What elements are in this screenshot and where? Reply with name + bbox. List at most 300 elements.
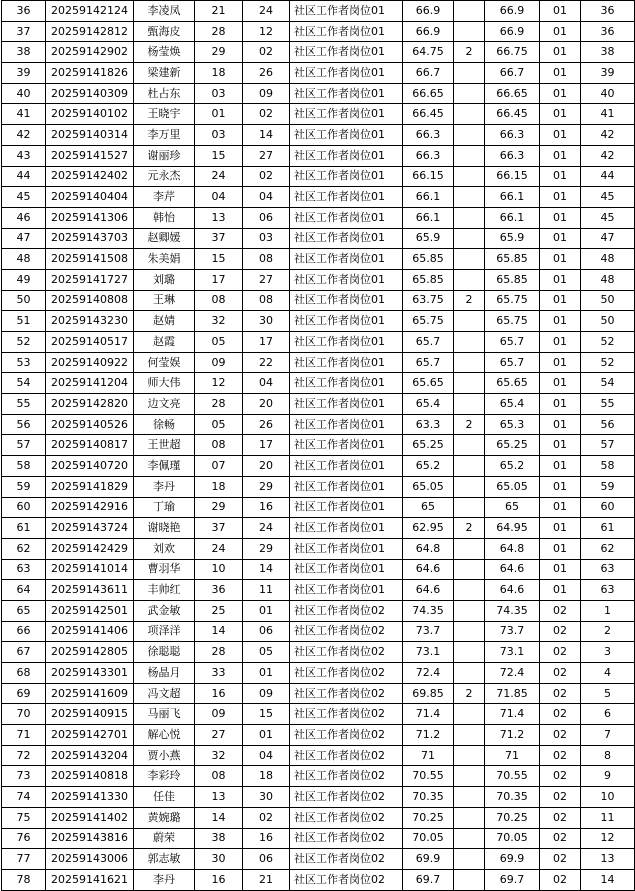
position-name-cell: 社区工作者岗位01 [290, 249, 403, 270]
written-score-cell: 65.85 [403, 269, 454, 290]
position-code-cell: 01 [540, 538, 581, 559]
exam-number-cell: 20259142501 [46, 600, 134, 621]
exam-number-cell: 20259140808 [46, 290, 134, 311]
exam-number-cell: 20259142124 [46, 1, 134, 22]
position-code-cell: 01 [540, 83, 581, 104]
bonus-points-cell [454, 228, 485, 249]
rank-cell: 44 [581, 166, 635, 187]
rank-cell: 40 [581, 83, 635, 104]
rank-cell: 48 [581, 269, 635, 290]
rank-cell: 56 [581, 414, 635, 435]
room-no-cell: 14 [195, 621, 243, 642]
written-score-cell: 66.9 [403, 21, 454, 42]
exam-number-cell: 20259142402 [46, 166, 134, 187]
exam-number-cell: 20259141204 [46, 373, 134, 394]
position-code-cell: 02 [540, 807, 581, 828]
candidate-name-cell: 谢晓艳 [134, 518, 195, 539]
position-name-cell: 社区工作者岗位01 [290, 42, 403, 63]
room-no-cell: 16 [195, 683, 243, 704]
total-score-cell: 64.6 [485, 580, 540, 601]
rank-cell: 39 [581, 63, 635, 84]
written-score-cell: 71 [403, 745, 454, 766]
exam-number-cell: 20259142820 [46, 394, 134, 415]
candidate-name-cell: 蔚荣 [134, 828, 195, 849]
candidate-name-cell: 梁建新 [134, 63, 195, 84]
position-name-cell: 社区工作者岗位01 [290, 269, 403, 290]
position-code-cell: 02 [540, 663, 581, 684]
position-name-cell: 社区工作者岗位01 [290, 518, 403, 539]
serial-no-cell: 53 [2, 352, 46, 373]
written-score-cell: 64.75 [403, 42, 454, 63]
seat-no-cell: 09 [243, 683, 290, 704]
total-score-cell: 69.9 [485, 849, 540, 870]
position-name-cell: 社区工作者岗位02 [290, 849, 403, 870]
room-no-cell: 09 [195, 704, 243, 725]
room-no-cell: 32 [195, 745, 243, 766]
written-score-cell: 66.45 [403, 104, 454, 125]
exam-number-cell: 20259141402 [46, 807, 134, 828]
total-score-cell: 72.4 [485, 663, 540, 684]
written-score-cell: 66.1 [403, 187, 454, 208]
position-name-cell: 社区工作者岗位02 [290, 787, 403, 808]
room-no-cell: 29 [195, 42, 243, 63]
total-score-cell: 71.2 [485, 725, 540, 746]
room-no-cell: 27 [195, 725, 243, 746]
written-score-cell: 66.7 [403, 63, 454, 84]
serial-no-cell: 78 [2, 869, 46, 890]
seat-no-cell: 09 [243, 83, 290, 104]
position-code-cell: 02 [540, 849, 581, 870]
position-code-cell: 02 [540, 745, 581, 766]
position-name-cell: 社区工作者岗位01 [290, 373, 403, 394]
position-code-cell: 01 [540, 1, 581, 22]
candidate-name-cell: 马丽飞 [134, 704, 195, 725]
seat-no-cell: 04 [243, 187, 290, 208]
bonus-points-cell [454, 332, 485, 353]
serial-no-cell: 51 [2, 311, 46, 332]
room-no-cell: 17 [195, 269, 243, 290]
room-no-cell: 38 [195, 828, 243, 849]
rank-cell: 58 [581, 456, 635, 477]
seat-no-cell: 06 [243, 207, 290, 228]
serial-no-cell: 66 [2, 621, 46, 642]
position-name-cell: 社区工作者岗位01 [290, 538, 403, 559]
room-no-cell: 14 [195, 807, 243, 828]
total-score-cell: 65.7 [485, 352, 540, 373]
room-no-cell: 15 [195, 249, 243, 270]
total-score-cell: 73.7 [485, 621, 540, 642]
room-no-cell: 05 [195, 332, 243, 353]
room-no-cell: 03 [195, 125, 243, 146]
position-name-cell: 社区工作者岗位01 [290, 456, 403, 477]
position-name-cell: 社区工作者岗位01 [290, 21, 403, 42]
serial-no-cell: 55 [2, 394, 46, 415]
rank-cell: 50 [581, 311, 635, 332]
table-row [2, 104, 635, 125]
seat-no-cell: 15 [243, 704, 290, 725]
rank-cell: 4 [581, 663, 635, 684]
bonus-points-cell [454, 849, 485, 870]
written-score-cell: 65.7 [403, 352, 454, 373]
rank-cell: 42 [581, 125, 635, 146]
bonus-points-cell [454, 187, 485, 208]
serial-no-cell: 40 [2, 83, 46, 104]
serial-no-cell: 72 [2, 745, 46, 766]
exam-number-cell: 20259140817 [46, 435, 134, 456]
serial-no-cell: 77 [2, 849, 46, 870]
total-score-cell: 65.75 [485, 311, 540, 332]
candidate-name-cell: 李丹 [134, 869, 195, 890]
rank-cell: 12 [581, 828, 635, 849]
rank-cell: 45 [581, 187, 635, 208]
seat-no-cell: 08 [243, 290, 290, 311]
total-score-cell: 70.55 [485, 766, 540, 787]
candidate-name-cell: 师大伟 [134, 373, 195, 394]
position-name-cell: 社区工作者岗位02 [290, 869, 403, 890]
exam-number-cell: 20259143611 [46, 580, 134, 601]
written-score-cell: 63.3 [403, 414, 454, 435]
position-name-cell: 社区工作者岗位01 [290, 476, 403, 497]
rank-cell: 63 [581, 559, 635, 580]
table-row [2, 807, 635, 828]
seat-no-cell: 02 [243, 166, 290, 187]
bonus-points-cell [454, 580, 485, 601]
serial-no-cell: 74 [2, 787, 46, 808]
written-score-cell: 64.6 [403, 580, 454, 601]
bonus-points-cell [454, 476, 485, 497]
table-row [2, 207, 635, 228]
serial-no-cell: 61 [2, 518, 46, 539]
bonus-points-cell: 2 [454, 518, 485, 539]
position-name-cell: 社区工作者岗位01 [290, 352, 403, 373]
seat-no-cell: 14 [243, 559, 290, 580]
bonus-points-cell: 2 [454, 290, 485, 311]
table-row [2, 311, 635, 332]
seat-no-cell: 22 [243, 352, 290, 373]
seat-no-cell: 12 [243, 21, 290, 42]
table-row [2, 435, 635, 456]
bonus-points-cell [454, 311, 485, 332]
table-row [2, 83, 635, 104]
table-row [2, 1, 635, 22]
position-name-cell: 社区工作者岗位01 [290, 394, 403, 415]
position-name-cell: 社区工作者岗位02 [290, 663, 403, 684]
exam-number-cell: 20259140720 [46, 456, 134, 477]
candidate-name-cell: 任佳 [134, 787, 195, 808]
position-name-cell: 社区工作者岗位02 [290, 704, 403, 725]
rank-cell: 62 [581, 538, 635, 559]
seat-no-cell: 26 [243, 414, 290, 435]
table-row [2, 414, 635, 435]
bonus-points-cell [454, 600, 485, 621]
rank-cell: 8 [581, 745, 635, 766]
total-score-cell: 65.9 [485, 228, 540, 249]
table-row [2, 745, 635, 766]
bonus-points-cell [454, 352, 485, 373]
position-name-cell: 社区工作者岗位01 [290, 207, 403, 228]
room-no-cell: 28 [195, 394, 243, 415]
seat-no-cell: 30 [243, 311, 290, 332]
position-code-cell: 02 [540, 621, 581, 642]
position-name-cell: 社区工作者岗位02 [290, 766, 403, 787]
total-score-cell: 66.65 [485, 83, 540, 104]
candidate-name-cell: 李彩玲 [134, 766, 195, 787]
position-code-cell: 01 [540, 166, 581, 187]
bonus-points-cell [454, 456, 485, 477]
total-score-cell: 65.85 [485, 269, 540, 290]
serial-no-cell: 41 [2, 104, 46, 125]
serial-no-cell: 59 [2, 476, 46, 497]
written-score-cell: 74.35 [403, 600, 454, 621]
rank-cell: 47 [581, 228, 635, 249]
bonus-points-cell [454, 869, 485, 890]
room-no-cell: 37 [195, 228, 243, 249]
serial-no-cell: 60 [2, 497, 46, 518]
bonus-points-cell [454, 373, 485, 394]
seat-no-cell: 06 [243, 849, 290, 870]
seat-no-cell: 03 [243, 228, 290, 249]
position-code-cell: 01 [540, 456, 581, 477]
candidate-name-cell: 王琳 [134, 290, 195, 311]
serial-no-cell: 76 [2, 828, 46, 849]
serial-no-cell: 63 [2, 559, 46, 580]
room-no-cell: 08 [195, 766, 243, 787]
candidate-name-cell: 徐聪聪 [134, 642, 195, 663]
table-row [2, 63, 635, 84]
position-name-cell: 社区工作者岗位01 [290, 104, 403, 125]
seat-no-cell: 29 [243, 538, 290, 559]
written-score-cell: 71.4 [403, 704, 454, 725]
total-score-cell: 73.1 [485, 642, 540, 663]
bonus-points-cell [454, 807, 485, 828]
rank-cell: 52 [581, 352, 635, 373]
total-score-cell: 65.25 [485, 435, 540, 456]
seat-no-cell: 16 [243, 828, 290, 849]
table-row [2, 187, 635, 208]
total-score-cell: 74.35 [485, 600, 540, 621]
seat-no-cell: 01 [243, 663, 290, 684]
results-table [1, 0, 635, 891]
position-name-cell: 社区工作者岗位01 [290, 290, 403, 311]
candidate-name-cell: 黄婉璐 [134, 807, 195, 828]
bonus-points-cell [454, 21, 485, 42]
candidate-name-cell: 贾小燕 [134, 745, 195, 766]
total-score-cell: 65.85 [485, 249, 540, 270]
written-score-cell: 62.95 [403, 518, 454, 539]
candidate-name-cell: 李凌凤 [134, 1, 195, 22]
room-no-cell: 25 [195, 600, 243, 621]
position-code-cell: 01 [540, 290, 581, 311]
rank-cell: 10 [581, 787, 635, 808]
bonus-points-cell [454, 145, 485, 166]
seat-no-cell: 29 [243, 476, 290, 497]
room-no-cell: 33 [195, 663, 243, 684]
rank-cell: 42 [581, 145, 635, 166]
position-name-cell: 社区工作者岗位01 [290, 187, 403, 208]
rank-cell: 6 [581, 704, 635, 725]
seat-no-cell: 27 [243, 269, 290, 290]
room-no-cell: 30 [195, 849, 243, 870]
seat-no-cell: 11 [243, 580, 290, 601]
position-code-cell: 02 [540, 600, 581, 621]
rank-cell: 3 [581, 642, 635, 663]
bonus-points-cell [454, 1, 485, 22]
rank-cell: 13 [581, 849, 635, 870]
room-no-cell: 28 [195, 642, 243, 663]
position-code-cell: 01 [540, 580, 581, 601]
candidate-name-cell: 冯文超 [134, 683, 195, 704]
serial-no-cell: 75 [2, 807, 46, 828]
position-name-cell: 社区工作者岗位01 [290, 1, 403, 22]
written-score-cell: 65.75 [403, 311, 454, 332]
candidate-name-cell: 杨莹焕 [134, 42, 195, 63]
position-name-cell: 社区工作者岗位02 [290, 745, 403, 766]
exam-number-cell: 20259142812 [46, 21, 134, 42]
total-score-cell: 66.1 [485, 207, 540, 228]
table-row [2, 642, 635, 663]
room-no-cell: 29 [195, 497, 243, 518]
total-score-cell: 66.75 [485, 42, 540, 63]
table-row [2, 559, 635, 580]
total-score-cell: 65.3 [485, 414, 540, 435]
written-score-cell: 65.9 [403, 228, 454, 249]
exam-number-cell: 20259141406 [46, 621, 134, 642]
bonus-points-cell [454, 166, 485, 187]
table-row [2, 497, 635, 518]
written-score-cell: 69.7 [403, 869, 454, 890]
written-score-cell: 70.35 [403, 787, 454, 808]
total-score-cell: 70.35 [485, 787, 540, 808]
serial-no-cell: 44 [2, 166, 46, 187]
candidate-name-cell: 王世超 [134, 435, 195, 456]
position-code-cell: 01 [540, 311, 581, 332]
candidate-name-cell: 丰帅红 [134, 580, 195, 601]
written-score-cell: 65.25 [403, 435, 454, 456]
position-code-cell: 01 [540, 414, 581, 435]
serial-no-cell: 45 [2, 187, 46, 208]
rank-cell: 57 [581, 435, 635, 456]
exam-number-cell: 20259141330 [46, 787, 134, 808]
seat-no-cell: 26 [243, 63, 290, 84]
seat-no-cell: 06 [243, 621, 290, 642]
written-score-cell: 66.15 [403, 166, 454, 187]
candidate-name-cell: 谢丽珍 [134, 145, 195, 166]
position-code-cell: 01 [540, 42, 581, 63]
exam-number-cell: 20259142701 [46, 725, 134, 746]
exam-number-cell: 20259141727 [46, 269, 134, 290]
serial-no-cell: 50 [2, 290, 46, 311]
room-no-cell: 07 [195, 456, 243, 477]
seat-no-cell: 16 [243, 497, 290, 518]
written-score-cell: 64.6 [403, 559, 454, 580]
position-name-cell: 社区工作者岗位01 [290, 414, 403, 435]
total-score-cell: 71 [485, 745, 540, 766]
exam-number-cell: 20259142805 [46, 642, 134, 663]
rank-cell: 50 [581, 290, 635, 311]
seat-no-cell: 04 [243, 745, 290, 766]
total-score-cell: 69.7 [485, 869, 540, 890]
position-name-cell: 社区工作者岗位02 [290, 683, 403, 704]
candidate-name-cell: 王晓宇 [134, 104, 195, 125]
exam-number-cell: 20259140922 [46, 352, 134, 373]
table-row [2, 849, 635, 870]
candidate-name-cell: 元永杰 [134, 166, 195, 187]
table-row [2, 869, 635, 890]
table-row [2, 518, 635, 539]
table-row [2, 249, 635, 270]
bonus-points-cell [454, 83, 485, 104]
rank-cell: 63 [581, 580, 635, 601]
table-row [2, 538, 635, 559]
candidate-name-cell: 韩怡 [134, 207, 195, 228]
table-row [2, 166, 635, 187]
exam-number-cell: 20259143006 [46, 849, 134, 870]
written-score-cell: 73.7 [403, 621, 454, 642]
table-row [2, 394, 635, 415]
bonus-points-cell [454, 704, 485, 725]
seat-no-cell: 18 [243, 766, 290, 787]
position-name-cell: 社区工作者岗位02 [290, 828, 403, 849]
position-code-cell: 02 [540, 828, 581, 849]
written-score-cell: 65 [403, 497, 454, 518]
serial-no-cell: 36 [2, 1, 46, 22]
written-score-cell: 65.2 [403, 456, 454, 477]
total-score-cell: 64.8 [485, 538, 540, 559]
position-code-cell: 02 [540, 725, 581, 746]
position-code-cell: 01 [540, 497, 581, 518]
table-row [2, 332, 635, 353]
position-code-cell: 01 [540, 435, 581, 456]
total-score-cell: 64.95 [485, 518, 540, 539]
total-score-cell: 66.45 [485, 104, 540, 125]
room-no-cell: 24 [195, 538, 243, 559]
bonus-points-cell [454, 663, 485, 684]
exam-number-cell: 20259141609 [46, 683, 134, 704]
room-no-cell: 01 [195, 104, 243, 125]
written-score-cell: 66.3 [403, 125, 454, 146]
serial-no-cell: 39 [2, 63, 46, 84]
room-no-cell: 04 [195, 187, 243, 208]
total-score-cell: 65 [485, 497, 540, 518]
bonus-points-cell [454, 394, 485, 415]
exam-number-cell: 20259140404 [46, 187, 134, 208]
serial-no-cell: 64 [2, 580, 46, 601]
rank-cell: 5 [581, 683, 635, 704]
rank-cell: 14 [581, 869, 635, 890]
position-name-cell: 社区工作者岗位02 [290, 600, 403, 621]
seat-no-cell: 20 [243, 394, 290, 415]
position-code-cell: 01 [540, 249, 581, 270]
position-code-cell: 01 [540, 21, 581, 42]
serial-no-cell: 69 [2, 683, 46, 704]
exam-number-cell: 20259143204 [46, 745, 134, 766]
rank-cell: 61 [581, 518, 635, 539]
table-row [2, 125, 635, 146]
serial-no-cell: 57 [2, 435, 46, 456]
total-score-cell: 70.05 [485, 828, 540, 849]
room-no-cell: 18 [195, 63, 243, 84]
exam-number-cell: 20259140517 [46, 332, 134, 353]
serial-no-cell: 68 [2, 663, 46, 684]
seat-no-cell: 02 [243, 807, 290, 828]
seat-no-cell: 08 [243, 249, 290, 270]
bonus-points-cell [454, 621, 485, 642]
table-row [2, 828, 635, 849]
seat-no-cell: 14 [243, 125, 290, 146]
exam-number-cell: 20259141826 [46, 63, 134, 84]
position-name-cell: 社区工作者岗位01 [290, 125, 403, 146]
candidate-name-cell: 曹羽华 [134, 559, 195, 580]
